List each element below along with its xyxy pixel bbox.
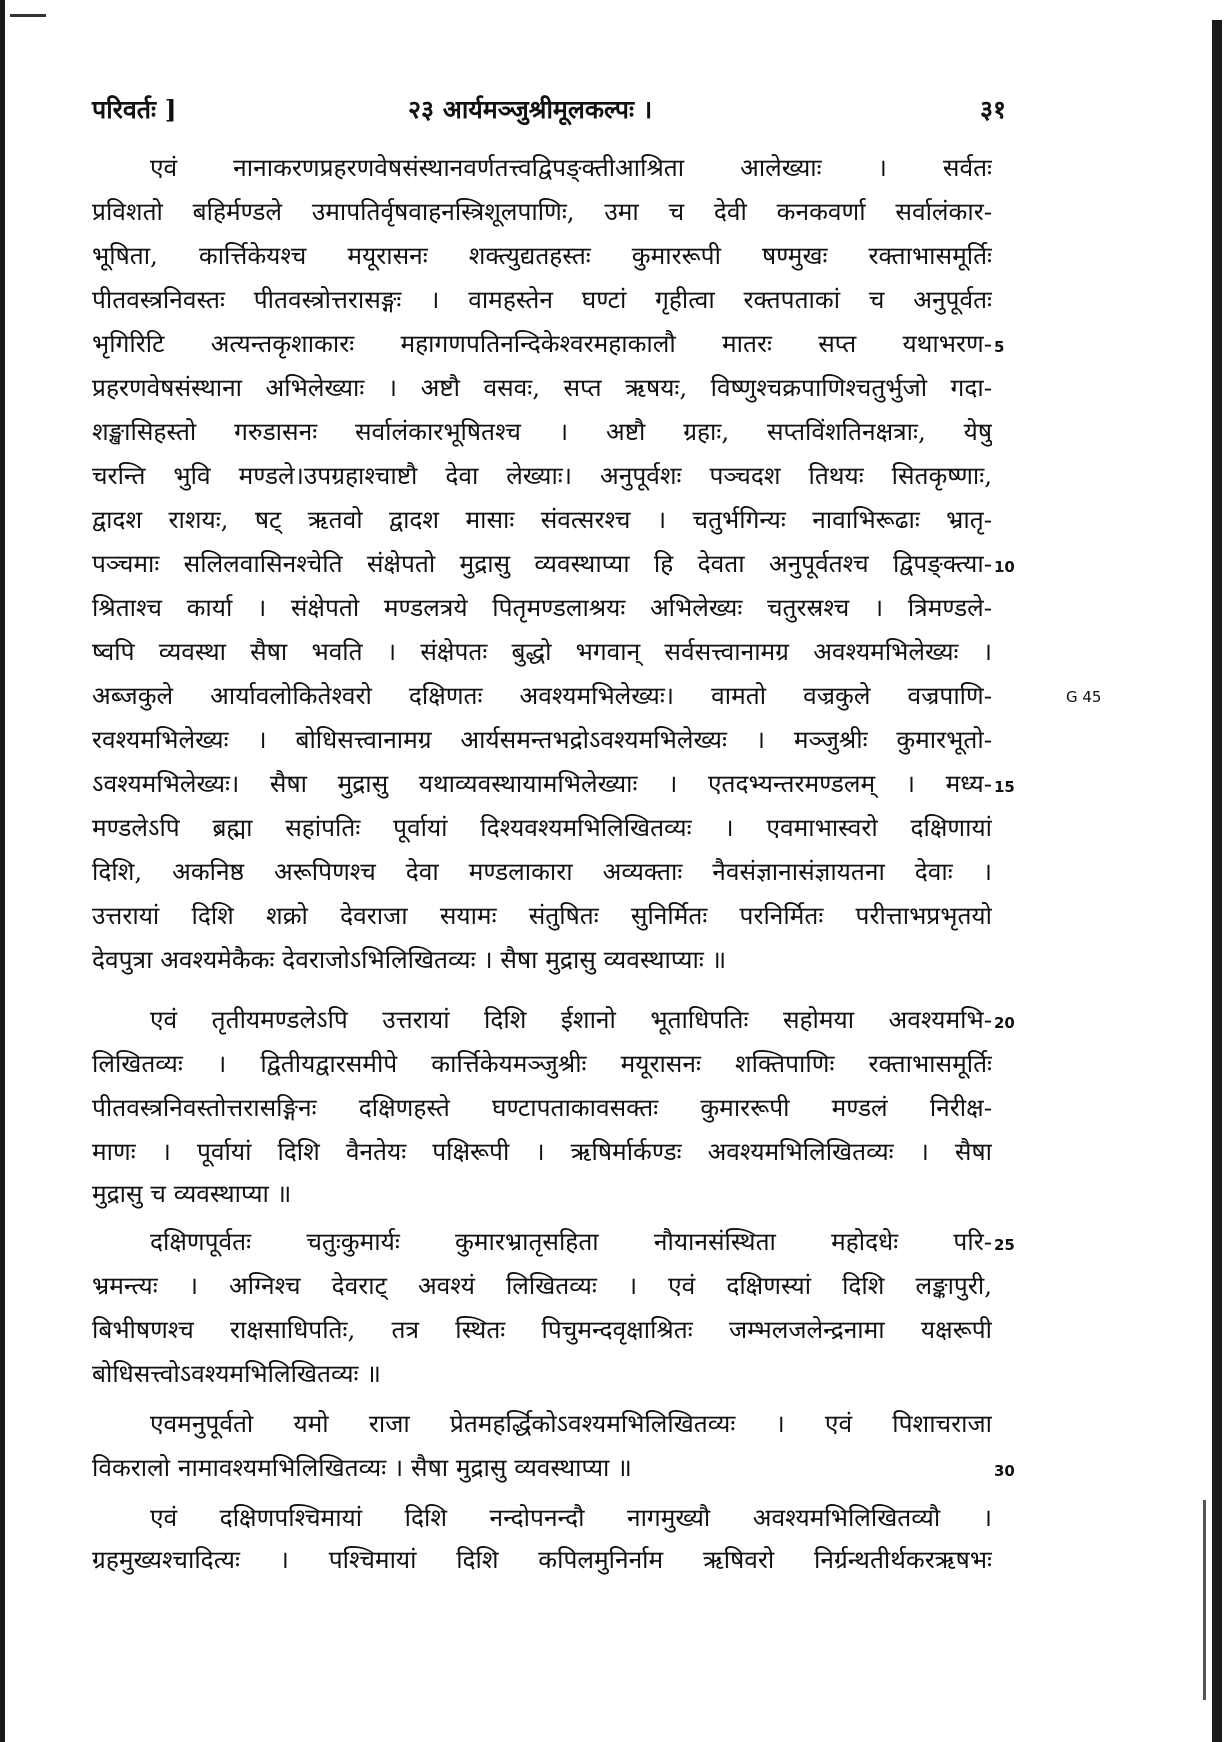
section-label: परिवर्तः ] (92, 95, 177, 124)
text-line: लिखितव्यः । द्वितीयद्वारसमीपे कार्त्तिकेयमञ्जुश्रीः मयूरासनः शक्तिपाणिः रक्ताभासमूर्तिः (92, 1049, 992, 1078)
text-line: मुद्रासु च व्यवस्थाप्या ॥ (92, 1179, 292, 1208)
text-line: बिभीषणश्च राक्षसाधिपतिः, तत्र स्थितः पिचुमन्दवृक्षाश्रितः जम्भलजलेन्द्रनामा यक्षरूपी (92, 1315, 992, 1344)
text-line: द्वादश राशयः, षट् ऋतवो द्वादश मासाः संवत्सरश्च । चतुर्भगिन्यः नावाभिरूढाः भ्रातृ- (92, 505, 992, 534)
text-line: पञ्चमाः सलिलवासिनश्चेति संक्षेपतो मुद्रासु व्यवस्थाप्या हि देवता अनुपूर्वतश्च द्विपङ्क्त्या- (92, 549, 992, 578)
text-line: विकरालो नामावश्यमभिलिखितव्यः । सैषा मुद्रासु व्यवस्थाप्या ॥ (92, 1453, 632, 1482)
text-line: माणः । पूर्वायां दिशि वैनतेयः पक्षिरूपी । ऋषिर्मार्कण्डः अवश्यमभिलिखितव्यः । सैषा (92, 1137, 992, 1166)
text-line: उत्तरायां दिशि शक्रो देवराजा सयामः संतुषितः सुनिर्मितः परनिर्मितः परीत्ताभप्रभृतयो (92, 901, 992, 930)
line-number: 20 (994, 1014, 1015, 1032)
text-line: चरन्ति भुवि मण्डले।उपग्रहाश्चाष्टौ देवा लेख्याः। अनुपूर्वशः पञ्चदश तिथयः सितकृष्णाः, (92, 461, 992, 490)
line-number: 25 (994, 1236, 1015, 1254)
text-line: ऽवश्यमभिलेख्यः। सैषा मुद्रासु यथाव्यवस्थायामभिलेख्याः । एतदभ्यन्तरमण्डलम् । मध्य- (92, 769, 992, 798)
scan-left-edge (0, 0, 5, 1742)
text-line: पीतवस्त्रनिवस्तः पीतवस्त्रोत्तरासङ्गः । वामहस्तेन घण्टां गृहीत्वा रक्तपताकां च अनुपूर्वतः (92, 285, 992, 314)
line-number: 5 (994, 338, 1005, 356)
line-number: 10 (994, 558, 1015, 576)
text-line: प्रहरणवेषसंस्थाना अभिलेख्याः । अष्टौ वसवः, सप्त ऋषयः, विष्णुश्चक्रपाणिश्चतुर्भुजो गदा- (92, 373, 992, 402)
text-line: पीतवस्त्रनिवस्तोत्तरासङ्गिनः दक्षिणहस्ते घण्टापताकावसक्तः कुमाररूपी मण्डलं निरीक्ष- (92, 1093, 992, 1122)
text-line: दिशि, अकनिष्ठ अरूपिणश्च देवा मण्डलाकारा अव्यक्ताः नैवसंज्ञानासंज्ञायतना देवाः । (92, 857, 992, 886)
text-line: प्रविशतो बहिर्मण्डले उमापतिर्वृषवाहनस्त्रिशूलपाणिः, उमा च देवी कनकवर्णा सर्वालंकार- (92, 197, 992, 226)
text-line: एवं तृतीयमण्डलेऽपि उत्तरायां दिशि ईशानो भूताधिपतिः सहोमया अवश्यमभि- (150, 1005, 992, 1034)
text-line: एवं दक्षिणपश्चिमायां दिशि नन्दोपनन्दौ नागमुख्यौ अवश्यमभिलिखितव्यौ । (150, 1503, 992, 1532)
text-line: बोधिसत्त्वोऽवश्यमभिलिखितव्यः ॥ (92, 1359, 381, 1388)
text-line: एवं नानाकरणप्रहरणवेषसंस्थानवर्णतत्त्वद्विपङ्क्तीआश्रिता आलेख्याः । सर्वतः (150, 153, 992, 182)
scan-right-edge (1212, 20, 1222, 1742)
page-header (92, 92, 1092, 132)
text-line: देवपुत्रा अवश्यमेकैकः देवराजोऽभिलिखितव्यः । सैषा मुद्रासु व्यवस्थाप्याः ॥ (92, 945, 727, 974)
text-line: भूषिता, कार्त्तिकेयश्च मयूरासनः शक्त्युद्यतहस्तः कुमाररूपी षण्मुखः रक्ताभासमूर्तिः (92, 241, 992, 270)
running-title: २३ आर्यमञ्जुश्रीमूलकल्पः । (408, 95, 653, 124)
text-line: ग्रहमुख्यश्चादित्यः । पश्चिमायां दिशि कपिलमुनिर्नाम ऋषिवरो निर्ग्रन्थतीर्थकरऋषभः (92, 1545, 992, 1574)
text-line: ष्वपि व्यवस्था सैषा भवति । संक्षेपतः बुद्धो भगवान् सर्वसत्त्वानामग्र अवश्यमभिलेख्यः । (92, 637, 992, 666)
margin-note: G 45 (1066, 688, 1102, 706)
line-number: 30 (994, 1462, 1015, 1480)
text-line: श्रिताश्च कार्या । संक्षेपतो मण्डलत्रये पितृमण्डलाश्रयः अभिलेख्यः चतुरस्रश्च । त्रिमण्डले- (92, 593, 992, 622)
corner-mark (10, 14, 46, 23)
text-line: अब्जकुले आर्यावलोकितेश्वरो दक्षिणतः अवश्यमभिलेख्यः। वामतो वज्रकुले वज्रपाणि- (92, 681, 992, 710)
text-line: भ्रमन्त्यः । अग्निश्च देवराट् अवश्यं लिखितव्यः । एवं दक्षिणस्यां दिशि लङ्कापुरी, (92, 1271, 992, 1300)
line-number: 15 (994, 778, 1015, 796)
text-line: रवश्यमभिलेख्यः । बोधिसत्त्वानामग्र आर्यसमन्तभद्रोऽवश्यमभिलेख्यः । मञ्जुश्रीः कुमारभूतो- (92, 725, 992, 754)
text-line: एवमनुपूर्वतो यमो राजा प्रेतमहर्द्धिकोऽवश्यमभिलिखितव्यः । एवं पिशाचराजा (150, 1409, 992, 1438)
page-number: ३१ (980, 95, 1007, 124)
text-line: शङ्खासिहस्तो गरुडासनः सर्वालंकारभूषितश्च । अष्टौ ग्रहाः, सप्तविंशतिनक्षत्राः, येषु (92, 417, 992, 446)
scan-right-shadow (1203, 1500, 1206, 1700)
text-line: भृगिरिटि अत्यन्तकृशाकारः महागणपतिनन्दिकेश्वरमहाकालौ मातरः सप्त यथाभरण- (92, 329, 992, 358)
text-line: मण्डलेऽपि ब्रह्मा सहांपतिः पूर्वायां दिश्यवश्यमभिलिखितव्यः । एवमाभास्वरो दक्षिणायां (92, 813, 992, 842)
text-line: दक्षिणपूर्वतः चतुःकुमार्यः कुमारभ्रातृसहिता नौयानसंस्थिता महोदधेः परि- (150, 1227, 992, 1256)
